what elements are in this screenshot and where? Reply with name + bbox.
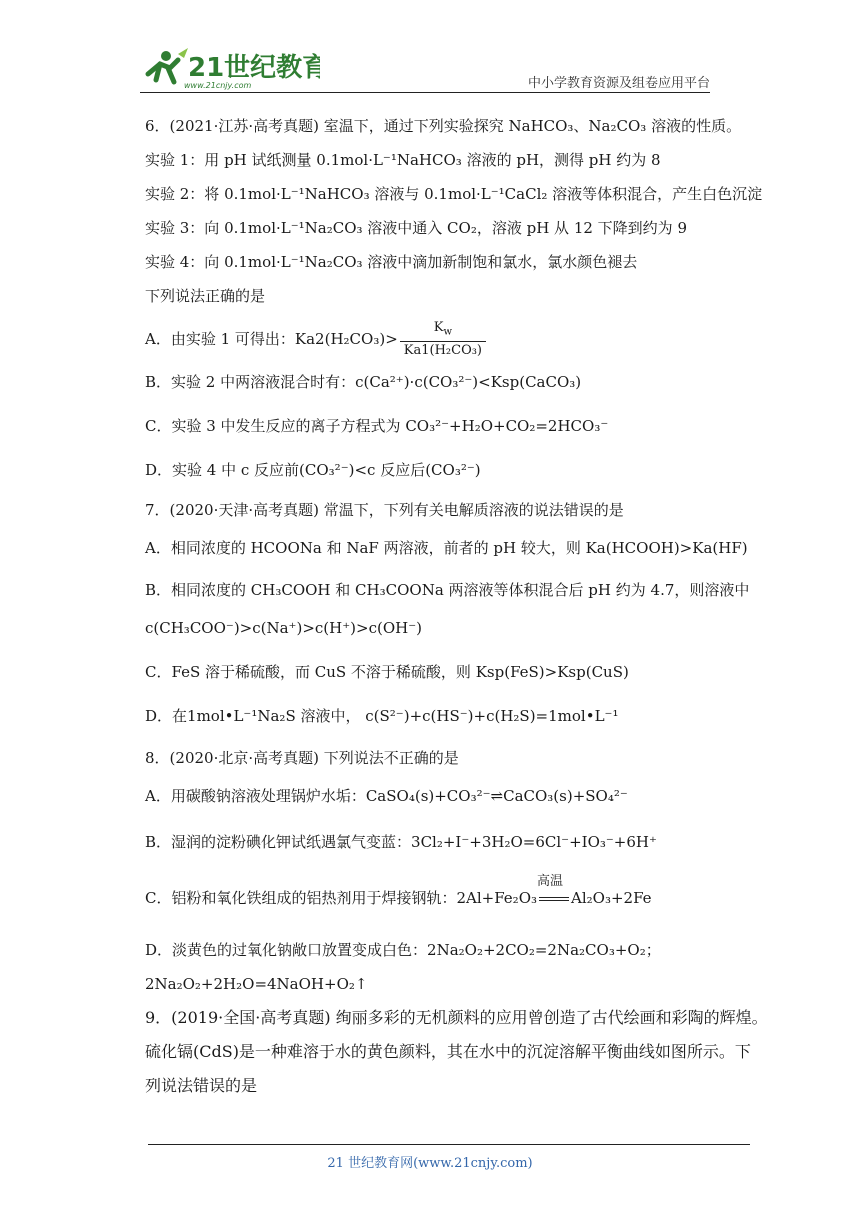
svg-text:www.21cnjy.com: www.21cnjy.com	[184, 81, 252, 90]
q6-exp4: 实验 4：向 0.1mol·L⁻¹Na₂CO₃ 溶液中滴加新制饱和氯水，氯水颜色褪去	[145, 253, 638, 271]
q7-option-d: D．在1mol•L⁻¹Na₂S 溶液中， c(S²⁻)+c(HS⁻)+c(H₂S)=1mol•L⁻¹	[145, 707, 619, 725]
q7-option-a: A．相同浓度的 HCOONa 和 NaF 两溶液，前者的 pH 较大，则 Ka(HCOOH)>Ka(HF)	[145, 539, 748, 557]
q8-option-c: C．铝粉和氧化铁组成的铝热剂用于焊接钢轨：2Al+Fe₂O₃ 高温 Al₂O₃+2Fe	[145, 874, 652, 907]
q8-option-d-continued: 2Na₂O₂+2H₂O=4NaOH+O₂↑	[145, 975, 368, 993]
q6-exp3: 实验 3：向 0.1mol·L⁻¹Na₂CO₃ 溶液中通入 CO₂，溶液 pH 从 12 下降到约为 9	[145, 219, 687, 237]
q6-option-a-text: A．由实验 1 可得出：Ka2(H₂CO₃)>	[145, 329, 398, 348]
brand-logo	[140, 44, 320, 90]
runner-logo-icon	[140, 44, 320, 90]
footer-divider	[148, 1144, 750, 1145]
reaction-condition: 高温	[537, 888, 571, 908]
q7-option-c: C．FeS 溶于稀硫酸，而 CuS 不溶于稀硫酸，则 Ksp(FeS)>Ksp(CuS)	[145, 663, 629, 681]
q6-option-d: D．实验 4 中 c 反应前(CO₃²⁻)<c 反应后(CO₃²⁻)	[145, 461, 481, 479]
kw-fraction: $\frac{K_w}{\text{Ka1(H₂CO₃)}}$	[400, 320, 486, 360]
q6-option-c: C．实验 3 中发生反应的离子方程式为 CO₃²⁻+H₂O+CO₂=2HCO₃⁻	[145, 417, 609, 435]
platform-tagline: 中小学教育资源及组卷应用平台	[527, 76, 710, 91]
svg-text:21世纪教育: 21世纪教育	[188, 53, 320, 83]
q9-stem-line3: 列说法错误的是	[145, 1076, 258, 1095]
q7-stem: 7．(2020·天津·高考真题) 常温下，下列有关电解质溶液的说法错误的是	[145, 501, 624, 519]
q6-option-a	[145, 320, 486, 360]
footer-link[interactable]: 21 世纪教育网(www.21cnjy.com)	[327, 1156, 533, 1171]
q6-option-b: B．实验 2 中两溶液混合时有：c(Ca²⁺)·c(CO₃²⁻)<Ksp(CaCO₃)	[145, 373, 582, 391]
header-divider	[140, 92, 710, 93]
q7-option-b-continued: c(CH₃COO⁻)>c(Na⁺)>c(H⁺)>c(OH⁻)	[145, 619, 422, 637]
q9-stem-line1: 9．(2019·全国·高考真题) 绚丽多彩的无机颜料的应用曾创造了古代绘画和彩陶的辉煌。	[145, 1008, 768, 1027]
q6-exp2: 实验 2：将 0.1mol·L⁻¹NaHCO₃ 溶液与 0.1mol·L⁻¹CaCl₂ 溶液等体积混合，产生白色沉淀	[145, 185, 763, 203]
q9-stem-line2: 硫化镉(CdS)是一种难溶于水的黄色颜料，其在水中的沉淀溶解平衡曲线如图所示。下	[145, 1042, 751, 1061]
q6-exp1: 实验 1：用 pH 试纸测量 0.1mol·L⁻¹NaHCO₃ 溶液的 pH，测得 pH 约为 8	[145, 151, 661, 169]
q8-option-a: A．用碳酸钠溶液处理锅炉水垢：CaSO₄(s)+CO₃²⁻⇌CaCO₃(s)+SO₄²⁻	[145, 787, 628, 805]
q8-option-b: B．湿润的淀粉碘化钾试纸遇氯气变蓝：3Cl₂+I⁻+3H₂O=6Cl⁻+IO₃⁻+6H⁺	[145, 833, 657, 851]
q8-stem: 8．(2020·北京·高考真题) 下列说法不正确的是	[145, 749, 459, 767]
q6-stem: 6．(2021·江苏·高考真题) 室温下，通过下列实验探究 NaHCO₃、Na₂CO₃ 溶液的性质。	[145, 117, 742, 135]
q6-ask: 下列说法正确的是	[145, 287, 266, 305]
q8-option-d: D．淡黄色的过氧化钠敞口放置变成白色：2Na₂O₂+2CO₂=2Na₂CO₃+O₂；	[145, 941, 661, 959]
q7-option-b: B．相同浓度的 CH₃COOH 和 CH₃COONa 两溶液等体积混合后 pH 约为 4.7，则溶液中	[145, 581, 750, 599]
